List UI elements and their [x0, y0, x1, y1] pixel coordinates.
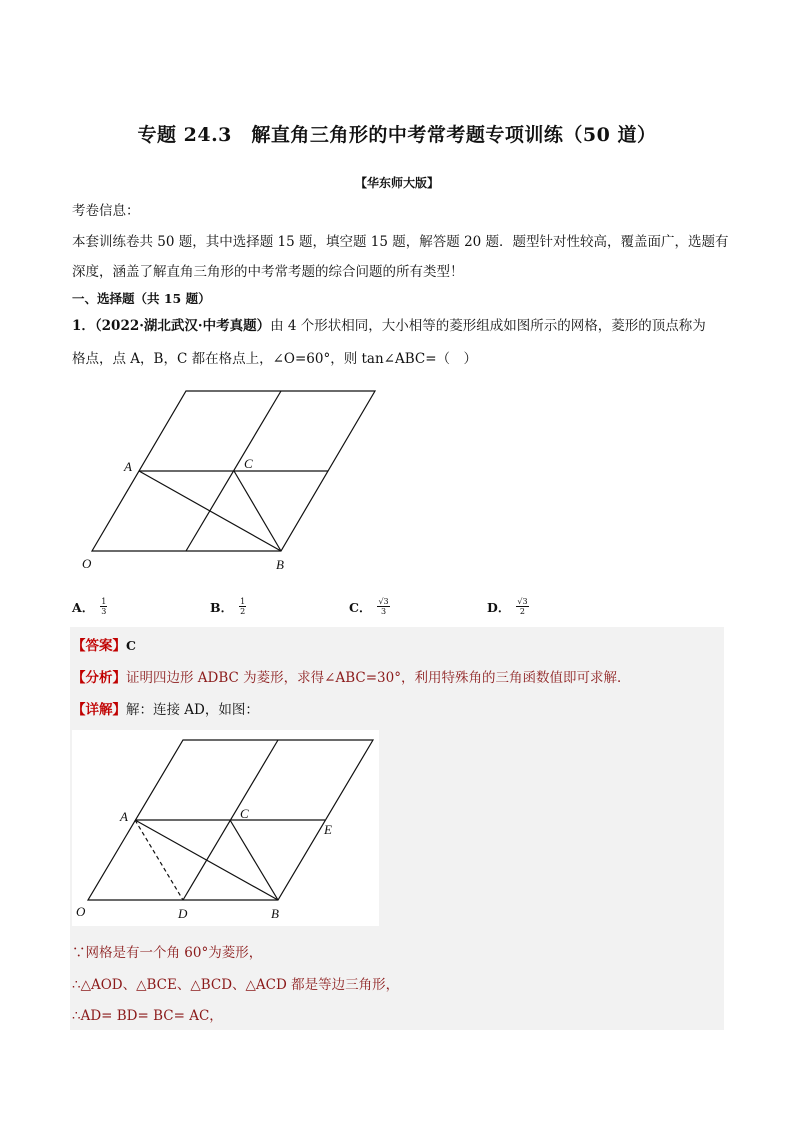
solution-line-1: ∵网格是有一个角 60°为菱形，: [72, 945, 263, 961]
label-A: A: [124, 459, 132, 474]
label2-B: B: [271, 906, 279, 921]
option-b-letter: B．: [210, 599, 234, 615]
option-a-fraction: [100, 597, 107, 616]
label2-C: C: [240, 806, 249, 821]
solution-line-3: ∴AD= BD= BC= AC，: [72, 1008, 223, 1024]
segment-AB: [139, 471, 281, 551]
intro-line-2: 深度，涵盖了解直角三角形的中考常考题的综合问题的所有类型！: [72, 264, 464, 280]
figure-2-panel: [72, 730, 379, 926]
segment-CB-2: [230, 820, 278, 900]
option-b-fraction: [239, 597, 246, 616]
option-d-den: 2: [519, 607, 525, 616]
analysis-line: [72, 666, 630, 686]
question-text-1: 由 4 个形状相同，大小相等的菱形组成如图所示的网格，菱形的顶点称为: [270, 318, 706, 334]
answer-tag: 【答案】: [72, 638, 126, 654]
option-b-den: 2: [240, 607, 246, 616]
option-d[interactable]: [487, 597, 529, 616]
label-B: B: [276, 557, 284, 572]
option-b-num: 1: [240, 597, 246, 606]
option-c-den: 3: [381, 607, 387, 616]
section-heading: 一、选择题（共 15 题）: [72, 291, 211, 306]
option-d-fraction: [516, 597, 528, 616]
option-b[interactable]: [210, 597, 246, 616]
segment-CB: [234, 471, 281, 551]
option-c-fraction: [377, 597, 389, 616]
option-a-num: 1: [101, 597, 107, 606]
grid-lines-2: [88, 740, 373, 900]
segment-AD-dashed: [135, 820, 183, 900]
page-title: 专题 24.3 解直角三角形的中考常考题专项训练（50 道）: [137, 124, 657, 146]
option-d-letter: D．: [487, 599, 511, 615]
intro-line-1: 本套训练卷共 50 题，其中选择题 15 题，填空题 15 题，解答题 20 题．题型针对性较高，覆盖面广，选题有: [72, 234, 729, 250]
option-a-den: 3: [101, 607, 107, 616]
answer-value: C: [126, 638, 136, 653]
option-a-letter: A．: [72, 599, 95, 615]
analysis-tag: 【分析】: [72, 670, 126, 686]
rhombus-grid-figure: [80, 385, 390, 575]
label-C: C: [244, 456, 253, 471]
answer-line: [72, 634, 136, 654]
solution-line-2: ∴△AOD、△BCE、△BCD、△ACD 都是等边三角形，: [72, 977, 400, 993]
detail-tag: 【详解】: [72, 702, 126, 718]
option-a[interactable]: [72, 597, 107, 616]
detail-line: [72, 698, 259, 718]
edition-label: 【华东师大版】: [354, 176, 439, 190]
option-c-letter: C．: [349, 599, 372, 615]
option-d-num: √3: [517, 597, 528, 606]
label2-D: D: [178, 906, 188, 921]
detail-text: 解：连接 AD，如图：: [126, 702, 259, 718]
label2-E: E: [324, 822, 332, 837]
question-number: 1．: [72, 318, 95, 334]
analysis-text: 证明四边形 ADBC 为菱形，求得∠ABC=30°，利用特殊角的三角函数值即可求解．: [126, 670, 631, 686]
question-text-2: 格点，点 A，B，C 都在格点上，∠O=60°，则 tan∠ABC=（ ）: [72, 351, 478, 367]
option-c[interactable]: [349, 597, 390, 616]
segment-AB-2: [135, 820, 278, 900]
rhombus-grid-figure-2: [72, 730, 379, 926]
question-source: （2022·湖北武汉·中考真题）: [94, 318, 271, 334]
option-c-num: √3: [378, 597, 389, 606]
label2-O: O: [76, 904, 86, 919]
label-O: O: [82, 556, 92, 571]
label2-A: A: [120, 809, 128, 824]
question-line-1: [72, 316, 706, 336]
intro-label: 考卷信息：: [72, 203, 140, 219]
grid-lines: [92, 391, 375, 551]
